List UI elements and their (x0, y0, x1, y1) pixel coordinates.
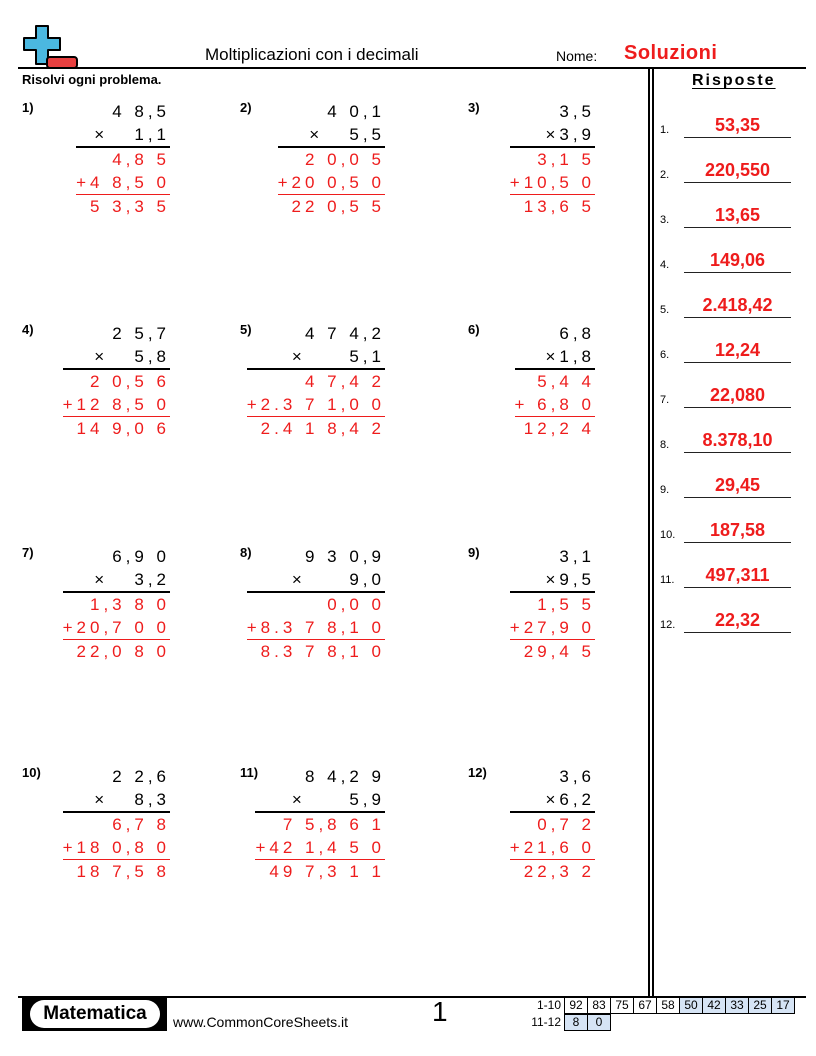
problem-number: 10) (22, 765, 41, 780)
name-value: Soluzioni (624, 42, 718, 64)
problem-number: 6) (468, 322, 480, 337)
partial-product-1: 7 5,8 6 1 (282, 815, 385, 834)
problem-7 (22, 545, 170, 675)
multiplicand: 3,5 (559, 102, 595, 121)
partial-product-2: +10,5 0 (510, 171, 595, 195)
problem-11 (240, 765, 385, 895)
answer-value: 497,311 (705, 565, 770, 585)
product: 5 3,3 5 (90, 197, 170, 216)
answer-line (684, 182, 791, 184)
multiplier: × 3,2 (63, 568, 170, 593)
multiplier: ×6,2 (510, 788, 595, 813)
product: 8.3 7 8,1 0 (260, 642, 385, 661)
answer-number: 2. (660, 169, 670, 181)
instructions: Risolvi ogni problema. (22, 72, 162, 87)
score-cell: 0 (587, 1014, 611, 1031)
product: 12,2 4 (523, 419, 595, 438)
multiplier: ×1,8 (515, 345, 595, 370)
answer-column-divider (652, 69, 654, 1013)
score-range-label: 11-12 (531, 1015, 561, 1029)
product: 2.4 1 8,4 2 (260, 419, 385, 438)
product: 13,6 5 (523, 197, 595, 216)
score-cell: 33 (725, 997, 749, 1014)
answer-value: 149,06 (709, 250, 766, 270)
multiplier: × 8,3 (63, 788, 170, 813)
score-cell: 42 (702, 997, 726, 1014)
multiplier: × 5,1 (247, 345, 385, 370)
problem-number: 4) (22, 322, 34, 337)
answer-number: 10. (660, 529, 676, 541)
problem-6 (468, 322, 595, 452)
multiplier: ×3,9 (510, 123, 595, 148)
answer-row-8 (660, 425, 795, 455)
answer-line (684, 317, 791, 319)
problem-number: 1) (22, 100, 34, 115)
multiplicand: 2 5,7 (112, 324, 170, 343)
partial-product-1: 0,0 0 (327, 595, 385, 614)
partial-product-2: +12 8,5 0 (63, 393, 170, 417)
answer-number: 3. (660, 214, 670, 226)
answer-number: 12. (660, 619, 676, 631)
partial-product-2: +42 1,4 5 0 (255, 836, 385, 860)
score-cell: 8 (564, 1014, 588, 1031)
problem-3 (468, 100, 595, 230)
multiplier: × 1,1 (76, 123, 170, 148)
answer-value: 29,45 (714, 475, 761, 495)
partial-product-2: +20,7 0 0 (63, 616, 170, 640)
problem-2 (240, 100, 385, 230)
answer-line (684, 137, 791, 139)
problem-number: 7) (22, 545, 34, 560)
answer-line (684, 227, 791, 229)
answer-row-4 (660, 245, 795, 275)
score-cell: 17 (771, 997, 795, 1014)
product: 14 9,0 6 (76, 419, 170, 438)
score-cell: 75 (610, 997, 634, 1014)
answer-row-7 (660, 380, 795, 410)
answer-line (684, 272, 791, 274)
answer-line (684, 407, 791, 409)
multiplicand: 4 0,1 (327, 102, 385, 121)
answer-number: 1. (660, 124, 670, 136)
product: 22 0,5 5 (291, 197, 385, 216)
answer-number: 6. (660, 349, 670, 361)
answer-column-divider (648, 69, 650, 1013)
multiplier: × 5,8 (63, 345, 170, 370)
score-row (525, 1014, 795, 1031)
problem-10 (22, 765, 170, 895)
problem-number: 8) (240, 545, 252, 560)
problem-number: 3) (468, 100, 480, 115)
score-cell: 92 (564, 997, 588, 1014)
problem-9 (468, 545, 595, 675)
answer-row-9 (660, 470, 795, 500)
multiplier: ×9,5 (510, 568, 595, 593)
answer-value: 22,080 (709, 385, 766, 405)
answer-value: 13,65 (714, 205, 761, 225)
partial-product-2: +8.3 7 8,1 0 (247, 616, 385, 640)
answer-value: 220,550 (704, 160, 771, 180)
answer-row-2 (660, 155, 795, 185)
partial-product-2: +27,9 0 (510, 616, 595, 640)
partial-product-2: +4 8,5 0 (76, 171, 170, 195)
answer-line (684, 497, 791, 499)
score-cell: 50 (679, 997, 703, 1014)
score-cell: 58 (656, 997, 680, 1014)
answer-line (684, 452, 791, 454)
partial-product-1: 2 0,5 6 (90, 372, 170, 391)
answer-number: 7. (660, 394, 670, 406)
answer-row-12 (660, 605, 795, 635)
partial-product-2: +21,6 0 (510, 836, 595, 860)
answer-line (684, 632, 791, 634)
product: 29,4 5 (523, 642, 595, 661)
partial-product-1: 0,7 2 (537, 815, 595, 834)
answers-heading: Risposte (692, 72, 776, 89)
answer-value: 2.418,42 (702, 295, 773, 315)
problem-number: 9) (468, 545, 480, 560)
name-label: Nome: (556, 48, 598, 64)
problem-5 (240, 322, 385, 452)
multiplicand: 6,9 0 (112, 547, 170, 566)
answer-number: 8. (660, 439, 670, 451)
product: 22,3 2 (523, 862, 595, 881)
partial-product-1: 2 0,0 5 (305, 150, 385, 169)
partial-product-2: + 6,8 0 (515, 393, 595, 417)
partial-product-1: 5,4 4 (537, 372, 595, 391)
product: 22,0 8 0 (76, 642, 170, 661)
multiplicand: 4 7 4,2 (305, 324, 385, 343)
partial-product-2: +18 0,8 0 (63, 836, 170, 860)
score-table (525, 997, 795, 1031)
answer-row-5 (660, 290, 795, 320)
score-row (525, 997, 795, 1014)
problem-number: 2) (240, 100, 252, 115)
multiplicand: 2 2,6 (112, 767, 170, 786)
worksheet-title: Moltiplicazioni con i decimali (205, 45, 419, 64)
logo-plus-minus-icon (22, 24, 78, 70)
multiplicand: 3,1 (559, 547, 595, 566)
brand-label: Matematica (30, 1000, 160, 1028)
answer-line (684, 362, 791, 364)
partial-product-1: 6,7 8 (112, 815, 170, 834)
multiplier: × 9,0 (247, 568, 385, 593)
multiplicand: 3,6 (559, 767, 595, 786)
problem-number: 11) (240, 765, 259, 780)
answer-number: 9. (660, 484, 670, 496)
site-url: www.CommonCoreSheets.it (173, 1014, 349, 1030)
problem-number: 12) (468, 765, 487, 780)
answer-number: 11. (660, 574, 675, 586)
answer-value: 187,58 (709, 520, 766, 540)
answer-row-6 (660, 335, 795, 365)
partial-product-1: 4,8 5 (112, 150, 170, 169)
partial-product-1: 4 7,4 2 (305, 372, 385, 391)
partial-product-2: +2.3 7 1,0 0 (247, 393, 385, 417)
multiplicand: 6,8 (559, 324, 595, 343)
answer-row-3 (660, 200, 795, 230)
multiplier: × 5,9 (255, 788, 385, 813)
problem-1 (22, 100, 170, 230)
problem-12 (468, 765, 595, 895)
answer-row-10 (660, 515, 795, 545)
problem-4 (22, 322, 170, 452)
page-number: 1 (432, 996, 448, 1027)
score-range-label: 1-10 (536, 998, 561, 1012)
answer-value: 22,32 (714, 610, 761, 630)
problem-8 (240, 545, 385, 675)
score-cell: 83 (587, 997, 611, 1014)
multiplier: × 5,5 (278, 123, 385, 148)
product: 18 7,5 8 (76, 862, 170, 881)
partial-product-1: 1,5 5 (537, 595, 595, 614)
multiplicand: 4 8,5 (112, 102, 170, 121)
answer-row-1 (660, 110, 795, 140)
answer-line (684, 542, 791, 544)
answer-value: 53,35 (714, 115, 761, 135)
score-cell: 25 (748, 997, 772, 1014)
partial-product-1: 3,1 5 (537, 150, 595, 169)
answer-line (684, 587, 791, 589)
answer-row-11 (660, 560, 795, 590)
multiplicand: 8 4,2 9 (305, 767, 385, 786)
header-divider (18, 67, 806, 69)
answer-number: 4. (660, 259, 670, 271)
multiplicand: 9 3 0,9 (305, 547, 385, 566)
product: 49 7,3 1 1 (269, 862, 385, 881)
partial-product-2: +20 0,5 0 (278, 171, 385, 195)
problem-number: 5) (240, 322, 252, 337)
answer-number: 5. (660, 304, 670, 316)
partial-product-1: 1,3 8 0 (90, 595, 170, 614)
answer-value: 12,24 (714, 340, 761, 360)
answer-value: 8.378,10 (702, 430, 773, 450)
score-cell: 67 (633, 997, 657, 1014)
